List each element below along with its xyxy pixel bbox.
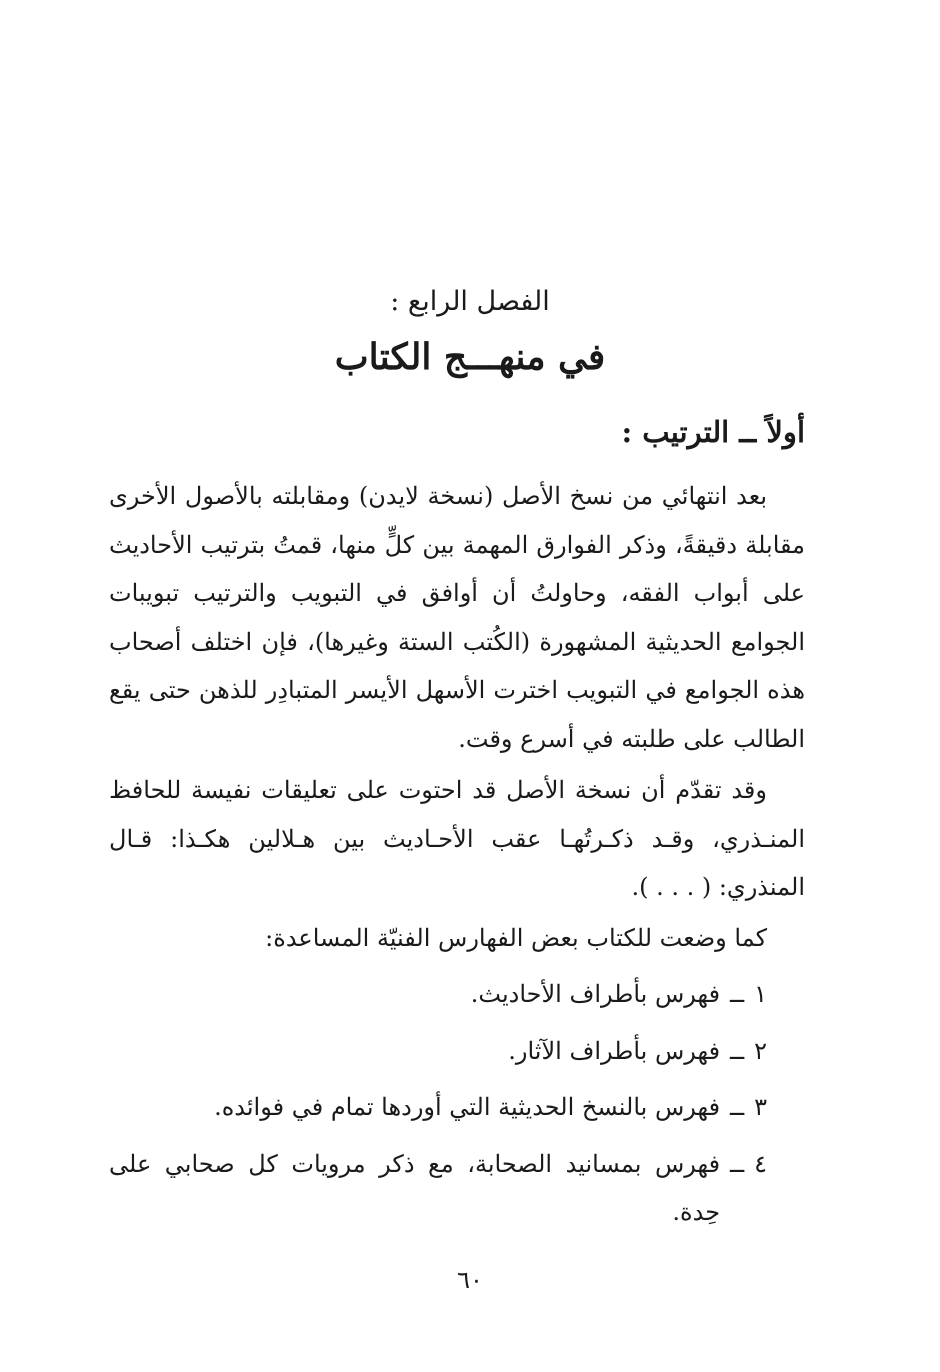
list-item-number: ٢ xyxy=(754,1036,767,1065)
chapter-title: في منهـــج الكتاب xyxy=(334,336,606,378)
paragraph-mundhiri-notes: وقد تقدّم أن نسخة الأصل قد احتوت على تعليقات نفيسة للحافظ المنـذري، وقـد ذكـرتُهـا عقب الأحـاديث بين هـلالين هكـذا: قـال المنذري: ( . . . ). xyxy=(109,776,805,901)
list-item xyxy=(109,1140,805,1237)
chapter-label: الفصل الرابع : xyxy=(390,286,550,317)
list-item xyxy=(109,1027,805,1076)
list-item-text: فهرس بأطراف الآثار. xyxy=(508,1036,721,1065)
paragraph-arrangement: بعد انتهائي من نسخ الأصل (نسخة لايدن) ومقابلته بالأصول الأخرى مقابلة دقيقةً، وذكر الفوارق المهمة بين كلٍّ منها، قمتُ بترتيب الأحاديث على أبواب الفقه، وحاولتُ أن أوافق في التبويب والترتيب تبويبات الجوامع الحديثية المشهورة (الكُتب الستة وغيرها)، فإن اختلف أصحاب هذه الجوامع في التبويب اخترت الأسهل الأيسر المتبادِر للذهن حتى يقع الطالب على طلبته في أسرع وقت. xyxy=(109,482,806,753)
list-item-dash: ــ xyxy=(730,980,745,1008)
list-item-dash: ــ xyxy=(730,1036,745,1065)
list-item-text: فهرس بأطراف الأحاديث. xyxy=(470,980,721,1008)
page-number: ٦٠ xyxy=(457,1266,483,1294)
list-item-dash: ــ xyxy=(730,1093,745,1121)
section-heading: أولاً ــ الترتيب : xyxy=(621,415,805,449)
list-item xyxy=(109,970,805,1019)
list-item-number: ٤ xyxy=(754,1149,767,1178)
list-item-dash: ــ xyxy=(730,1149,745,1178)
indexes-list xyxy=(109,970,805,1245)
list-item-text: فهرس بالنسخ الحديثية التي أوردها تمام في فوائده. xyxy=(214,1093,721,1121)
list-item-text: فهرس بمسانيد الصحابة، مع ذكر مرويات كل صحابي على حِدة. xyxy=(109,1149,721,1226)
paragraph-indexes-intro: كما وضعت للكتاب بعض الفهارس الفنيّة المساعدة: xyxy=(265,924,767,952)
list-item-number: ٣ xyxy=(754,1093,767,1121)
list-item-number: ١ xyxy=(754,980,767,1008)
list-item xyxy=(109,1083,805,1132)
